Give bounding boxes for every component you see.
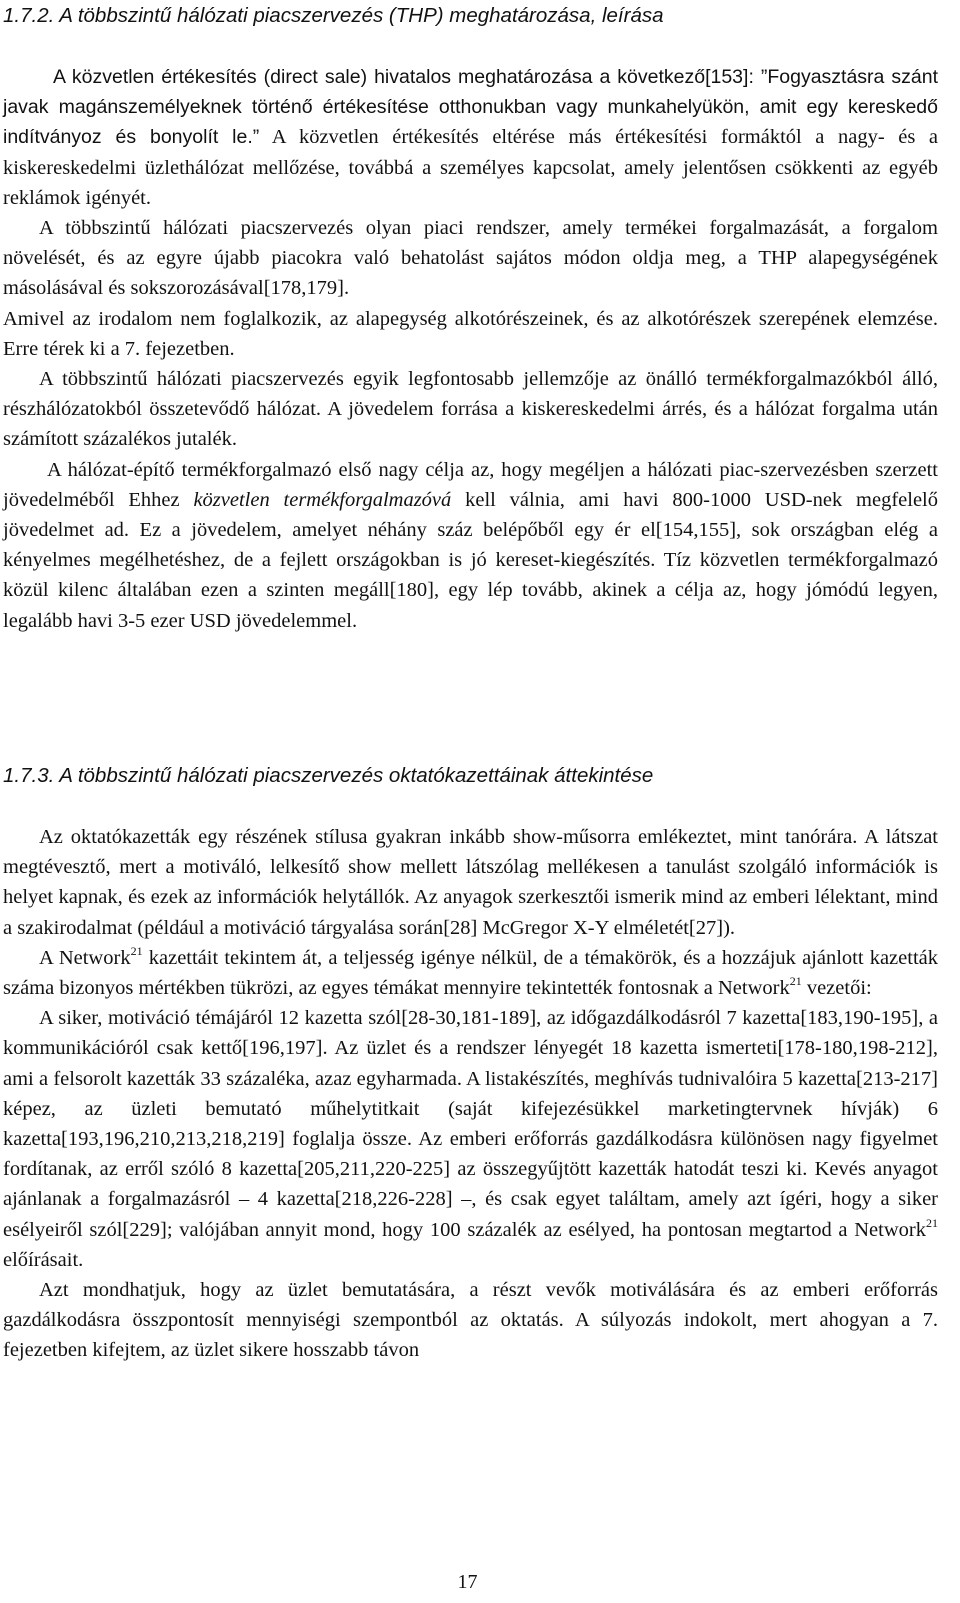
direct-sale-quote: A közvetlen értékesítés (direct sale) hivatalos meghatározása a következő[153]: ”Fogyasztásra szánt javak magánszemélyeknek történő értékesítése otthonukban vagy munkahelyükön, amit egy kereskedő indítványoz és bonyolít le.” (3, 66, 938, 149)
paragraph-training-focus: Azt mondhatjuk, hogy az üzlet bemutatására, a részt vevők motiválására és az emberi erőforrás gazdálkodásra összpontosít mennyiségi szempontból az oktatás. A súlyozás indokolt, mert ahogyan a 7. fejezetben kifejtem, az üzlet sikere hosszabb távon (3, 1279, 938, 1362)
network-cassettes-text-1: A Network (39, 946, 131, 969)
network-cassettes-text-2: kazettáit tekintem át, a teljesség igénye nélkül, de a témakörök, és a hozzájuk ajánlott kazetták száma bizonyos mértékben tükrözi, az egyes témákat mennyire tekintették fontosnak a Network (3, 946, 938, 1000)
section-heading-1-7-2: 1.7.2. A többszintű hálózati piacszervezés (THP) meghatározása, leírása (3, 4, 664, 27)
footnote-ref-21: 21 (926, 1215, 938, 1230)
direct-sale-difference-text: A közvetlen értékesítés eltérése más értékesítési formáktól a nagy- és a kiskereskedelmi üzlethálózat mellőzése, továbbá a személyes kapcsolat, amely jelentősen csökkenti az egyéb reklámok igényét. (3, 126, 938, 209)
section-1-7-3-body (3, 822, 938, 1366)
paragraph-thp-definition: A többszintű hálózati piacszervezés olyan piaci rendszer, amely termékei forgalmazását, a forgalom növelését, és az egyre újabb piacokra való behatolást sajátos módon oldja meg, a THP alapegységének másolásával és sokszorozásával[178,179]. (3, 217, 938, 300)
page-number: 17 (457, 1571, 478, 1593)
paragraph-thp-characteristics: A többszintű hálózati piacszervezés egyik legfontosabb jellemzője az önálló termékforgalmazókból álló, részhálózatokból összetevődő hálózat. A jövedelem forrása a kiskereskedelmi árrés, és a hálózat forgalma után számított százalékos jutalék. (3, 368, 938, 451)
paragraph-cassette-style: Az oktatókazetták egy részének stílusa gyakran inkább show-műsorra emlékeztet, mint tanórára. A látszat megtévesztő, mert a motiváló, lelkesítő show mellett látszólag mellékesen a tanulást szolgáló információk is helyet kapnak, és ezek az információk helytállók. Az anyagok szerkesztői ismerik mind az emberi lélektant, mind a szakirodalmat (például a motiváció tárgyalása során[28] McGregor X-Y elméletét[27]). (3, 826, 938, 939)
network-cassettes-text-3: vezetői: (801, 977, 872, 1000)
cassette-topics-text-1: A siker, motiváció témájáról 12 kazetta szól[28-30,181-189], az időgazdálkodásról 7 kazetta[183,190-195], a kommunikációról csak kettő[196,197]. Az üzlet és a rendszer lényegét 18 kazetta ismerteti[178-180,198-212], ami a felsorolt kazetták 33 százaléka, azaz egyharmada. A listakészítés, meghívás tudnivalóira 5 kazetta[213-217] képez, az üzleti bemutató műhelytitkait (saját kifejezésükkel marketingtervnek hívják) 6 kazetta[193,196,210,213,218,219] foglalja össze. Az emberi erőforrás gazdálkodásra különösen nagy figyelmet fordítanak, az erről szóló 8 kazetta[205,211,220-225] az összegyűjtött kazetták hatodát teszi ki. Kevés anyagot ajánlanak a forgalmazásról – 4 kazetta[218,226-228] –, és csak egyet találtam, amely azt ígéri, hogy a siker esélyeiről szól[229]; valójában annyit mond, hogy 100 százalék az esélyed, ha pontosan megtartod a Network (3, 1007, 938, 1241)
paragraph-cassette-topics (3, 1003, 938, 1275)
footnote-ref-21: 21 (789, 974, 802, 989)
paragraph-network-builder-goal (3, 455, 938, 636)
network-builder-text-start: A hálózat-építő termékforgalmazó első nagy célja az, hogy megéljen a hálózati piac-szervezésben szerzett jövedelméből Ehhez (3, 458, 938, 511)
paragraph-literature-gap: Amivel az irodalom nem foglalkozik, az alapegység alkotórészeinek, és az alkotórészek szerepének elemzése. Erre térek ki a 7. fejezetben. (3, 307, 938, 360)
paragraph-network-cassettes (3, 943, 938, 1003)
cassette-topics-text-2: előírásait. (3, 1248, 84, 1271)
direct-distributor-emphasis: közvetlen termékforgalmazóvá (193, 488, 452, 511)
footnote-ref-21: 21 (130, 943, 143, 958)
section-1-7-2-body (3, 62, 938, 636)
network-builder-text-end: kell válnia, ami havi 800-1000 USD-nek megfelelő jövedelmet ad. Ez a jövedelem, amelyet néhány száz belépőből egy ér el[154,155], sok országban elég a kényelmes megélhetéshez, de a fejlett országokban is jó kereset-kiegészítés. Tíz közvetlen termékforgalmazó közül kilenc általában ezen a szinten megáll[180], egy lép tovább, akinek a célja az, hogy jómódú legyen, legalább havi 3-5 ezer USD jövedelemmel. (3, 488, 938, 632)
section-heading-1-7-3: 1.7.3. A többszintű hálózati piacszervezés oktatókazettáinak áttekintése (3, 764, 654, 787)
paragraph-direct-sale-definition (3, 62, 938, 213)
